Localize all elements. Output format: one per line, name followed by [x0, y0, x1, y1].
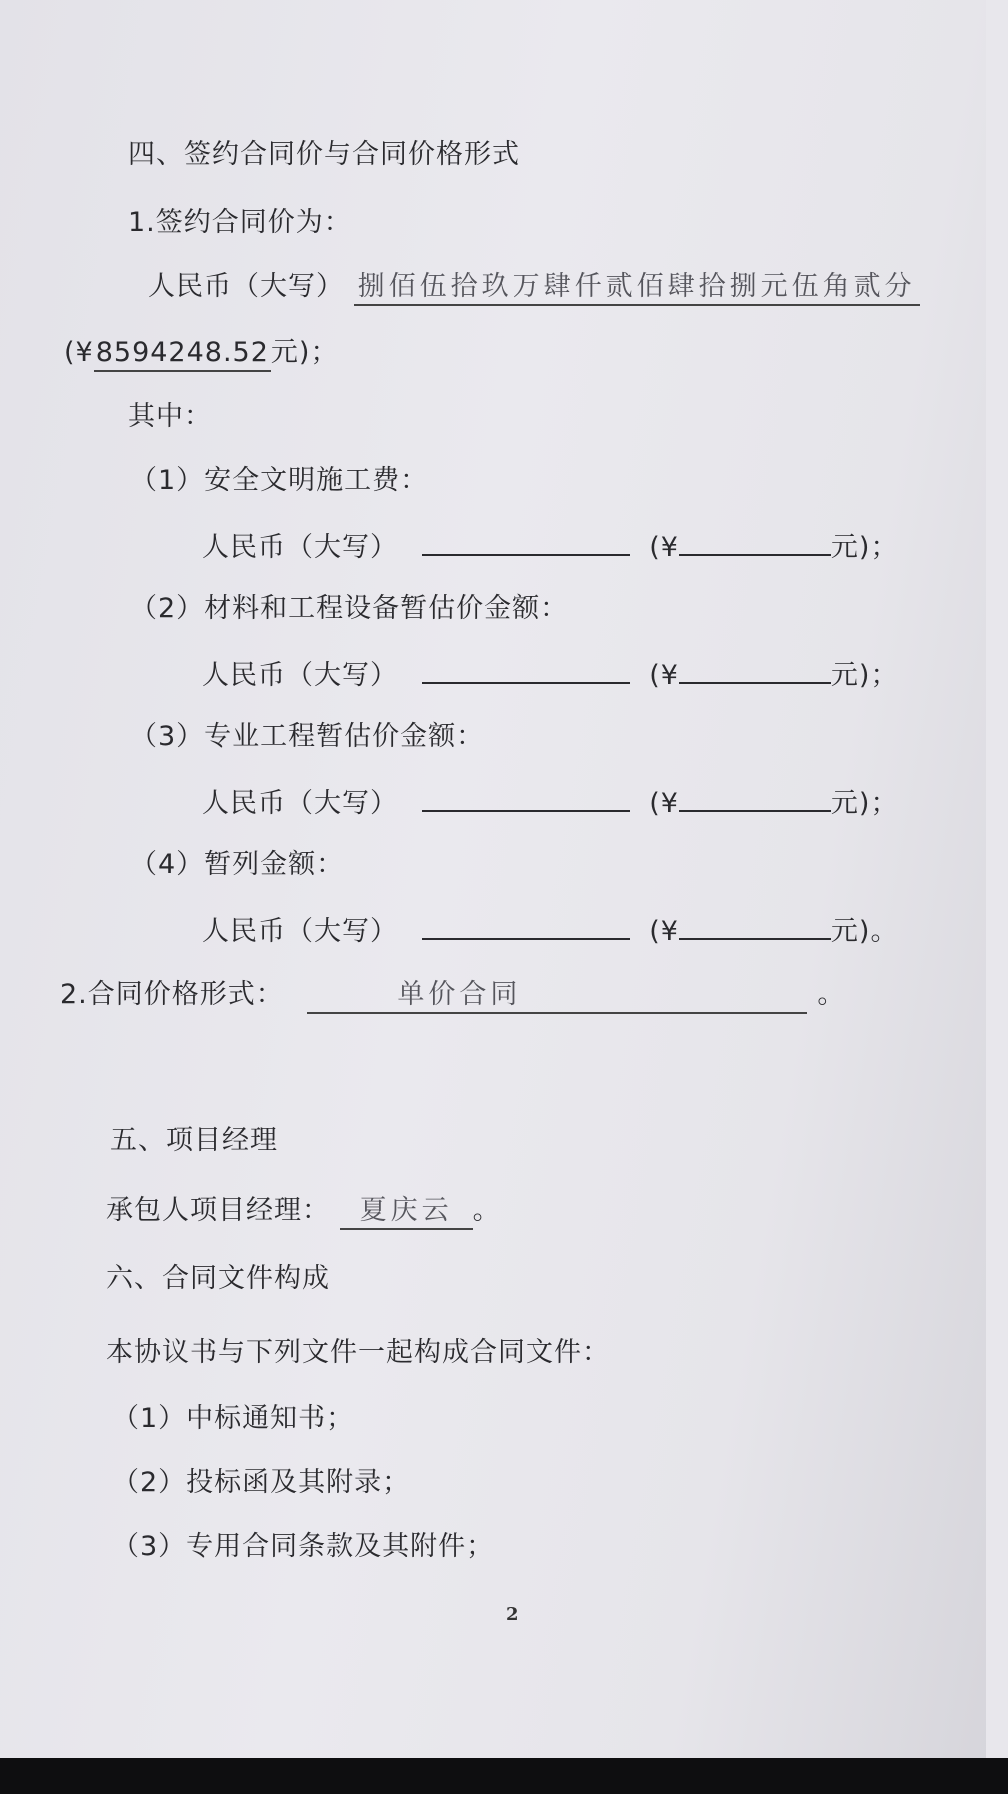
sub-rmb-label: 人民币（大写）: [202, 916, 398, 947]
yuan-suffix: 元)；: [830, 788, 899, 819]
upper-amount-blank: [422, 912, 630, 940]
yen-prefix: (¥: [649, 532, 679, 563]
pm-end: 。: [472, 1195, 501, 1226]
section4-heading: 四、签约合同价与合同价格形式: [128, 139, 520, 170]
pm-label: 承包人项目经理：: [106, 1195, 330, 1226]
yen-prefix: (¥: [649, 916, 679, 947]
sub-item-amount-row: [202, 912, 898, 949]
sub-item-amount-row: [202, 528, 898, 565]
price-form-value: 单价合同: [307, 978, 807, 1014]
section6-intro: 本协议书与下列文件一起构成合同文件：: [106, 1337, 610, 1368]
upper-amount-blank: [422, 528, 630, 556]
number-amount-blank: [679, 912, 831, 940]
number-amount-blank: [679, 656, 831, 684]
amount-upper-value: 捌佰伍拾玖万肆仟贰佰肆拾捌元伍角贰分: [354, 270, 920, 306]
list-item: （3）专用合同条款及其附件；: [112, 1531, 495, 1562]
contract-price-upper-row: [148, 270, 920, 306]
upper-amount-blank: [422, 656, 630, 684]
upper-amount-blank: [422, 784, 630, 812]
list-item: （1）中标通知书；: [112, 1403, 355, 1434]
yuan-suffix: 元)；: [830, 660, 899, 691]
amount-suffix: 元)；: [270, 337, 339, 368]
price-form-end: 。: [817, 979, 846, 1010]
contract-price-number-row: [64, 336, 338, 372]
page-number: 2: [506, 1604, 519, 1625]
price-form-row: [60, 978, 845, 1014]
number-amount-blank: [679, 784, 831, 812]
pm-name-value: 夏庆云: [340, 1194, 473, 1230]
price-form-label: 2.合同价格形式：: [60, 979, 284, 1010]
sub-item-label: （2）材料和工程设备暂估价金额：: [130, 593, 569, 624]
sub-item-label: （3）专业工程暂估价金额：: [130, 721, 485, 752]
yuan-suffix: 元)；: [830, 532, 899, 563]
sub-rmb-label: 人民币（大写）: [202, 532, 398, 563]
yen-prefix: (¥: [649, 660, 679, 691]
sub-rmb-label: 人民币（大写）: [202, 660, 398, 691]
among-label: 其中：: [128, 401, 212, 432]
bottom-shadow: [0, 1758, 1008, 1794]
section5-heading: 五、项目经理: [110, 1125, 278, 1156]
amount-prefix: (¥: [64, 337, 94, 368]
amount-number-value: 8594248.52: [94, 336, 271, 372]
sub-item-amount-row: [202, 784, 898, 821]
project-manager-row: [106, 1194, 501, 1230]
yuan-suffix: 元)。: [830, 916, 899, 947]
sub-item-label: （1）安全文明施工费：: [130, 465, 429, 496]
contract-price-label: 1.签约合同价为：: [128, 207, 352, 238]
sub-rmb-label: 人民币（大写）: [202, 788, 398, 819]
number-amount-blank: [679, 528, 831, 556]
list-item: （2）投标函及其附录；: [112, 1467, 411, 1498]
yen-prefix: (¥: [649, 788, 679, 819]
sub-item-amount-row: [202, 656, 898, 693]
section6-heading: 六、合同文件构成: [106, 1263, 330, 1294]
rmb-upper-label: 人民币（大写）: [148, 271, 344, 302]
sub-item-label: （4）暂列金额：: [130, 849, 345, 880]
